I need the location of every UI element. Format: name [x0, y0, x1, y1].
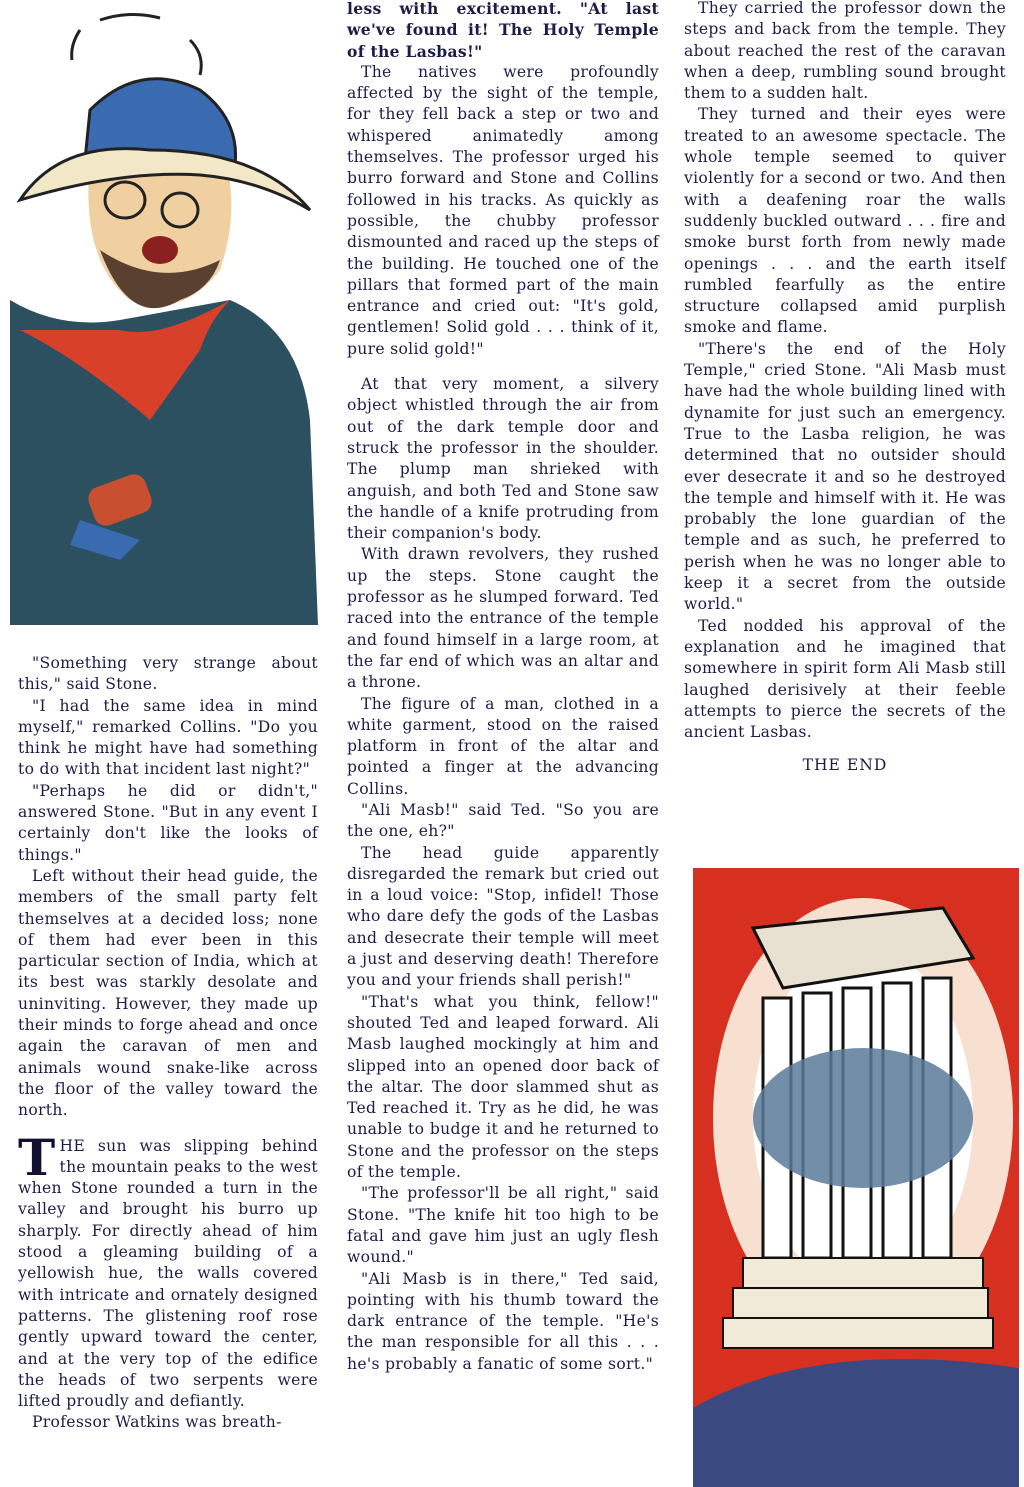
professor-illustration: [0, 0, 318, 625]
section-paragraph-text: HE sun was slipping behind the mountain peaks to the west when Stone rounded a turn in the valley and brought his burro up sharply. For directly ahead of him stood a gleaming building of a yellowish hue, the walls covered with intricate and ornately designed patterns. The glistening roof rose gently upward toward the center, and at the very top of the edifice the heads of two serpents were lifted proudly and defiantly.: [18, 1136, 318, 1411]
paragraph: With drawn revolvers, they rushed up the steps. Stone caught the professor as he slumped forward. Ted raced into the entrance of the temple and found himself in a large room, at the far end of which was an altar and a throne.: [347, 545, 659, 692]
paragraph: "There's the end of the Holy Temple," cried Stone. "Ali Masb must have had the whole building lined with dynamite for just such an emergency. True to the Lasba religion, he was determined that no outsider should ever desecrate it and so he destroyed the temple and himself with it. He was probably the lone guardian of the temple and as such, he preferred to perish when he was no longer able to keep it a secret from the outside world.": [684, 339, 1006, 614]
paragraph: "Ali Masb is in there," Ted said, pointing with his thumb toward the dark entrance of the temple. "He's the man responsible for all this . . . he's probably a fanatic of some sort.": [347, 1269, 659, 1373]
drop-cap: T: [18, 1127, 56, 1187]
paragraph: The figure of a man, clothed in a white garment, stood on the raised platform in front of the altar and pointed a finger at the advancing Collins.: [347, 694, 659, 798]
paragraph: The natives were profoundly affected by the sight of the temple, for they fell back a step or two and whispered animatedly among themselves. The professor urged his burro forward and Stone and Collins followed in his tracks. As quickly as possible, the chubby professor dismounted and raced up the steps of the building. He touched one of the pillars that formed part of the main entrance and cried out: "It's gold, gentlemen! Solid gold . . . think of it, pure solid gold!": [347, 62, 659, 358]
paragraph: The head guide apparently disregarded the remark but cried out in a loud voice: "Stop, infidel! Those who dare defy the gods of the Lasbas and desecrate their temple will meet a just and deserving death! Therefore you and your friends shall perish!": [347, 843, 659, 990]
middle-text-column: [347, 0, 659, 1375]
temple-collapse-illustration: [693, 868, 1019, 1487]
paragraph: Ted nodded his approval of the explanation and he imagined that somewhere in spirit form Ali Masb still laughed derisively at their feeble attempts to pierce the secrets of the ancient Lasbas.: [684, 616, 1006, 742]
paragraph: "I had the same idea in mind myself," remarked Collins. "Do you think he might have had something to do with that incident last night?": [18, 696, 318, 779]
paragraph: They carried the professor down the steps and back from the temple. They about reached the rest of the caravan when a deep, rumbling sound brought them to a sudden halt.: [684, 0, 1006, 103]
paragraph: Professor Watkins was breath-: [32, 1413, 282, 1432]
paragraph: At that very moment, a silvery object whistled through the air from out of the dark temple door and struck the professor in the shoulder. The plump man shrieked with anguish, and both Ted and Stone saw the handle of a knife protruding from their companion's body.: [347, 375, 659, 543]
left-text-column: [18, 653, 318, 1434]
paragraph: less with excitement. "At last we've found it! The Holy Temple of the Lasbas!": [347, 0, 659, 61]
the-end-label: THE END: [802, 756, 888, 775]
right-text-column: [684, 0, 1006, 777]
paragraph: "That's what you think, fellow!" shouted Ted and leaped forward. Ali Masb laughed mockingly at him and slipped into an opened door back of the altar. The door slammed shut as Ted reached it. Try as he did, he was unable to budge it and he returned to Stone and the professor on the steps of the temple.: [347, 992, 659, 1182]
paragraph: "Ali Masb!" said Ted. "So you are the one, eh?": [347, 800, 659, 841]
paragraph: They turned and their eyes were treated to an awesome spectacle. The whole temple seemed to quiver violently for a second or two. And then with a deafening roar the walls suddenly buckled outward . . . fire and smoke burst forth from newly made openings . . . and the earth itself rumbled fearfully as the entire structure collapsed amid purplish smoke and flame.: [684, 105, 1006, 337]
paragraph: "Perhaps he did or didn't," answered Stone. "But in any event I certainly don't like the looks of things.": [18, 781, 318, 864]
section-paragraph: [18, 1127, 318, 1413]
paragraph: "Something very strange about this," said Stone.: [18, 654, 318, 694]
paragraph: "The professor'll be all right," said Stone. "The knife hit too high to be fatal and gave him just an ugly flesh wound.": [347, 1184, 659, 1267]
paragraph: Left without their head guide, the members of the small party felt themselves at a decided loss; none of them had ever been in this particular section of India, which at its best was starkly desolate and uninviting. However, they made up their minds to forge ahead and once again the caravan of men and animals wound snake-like across the floor of the valley toward the north.: [18, 866, 318, 1120]
